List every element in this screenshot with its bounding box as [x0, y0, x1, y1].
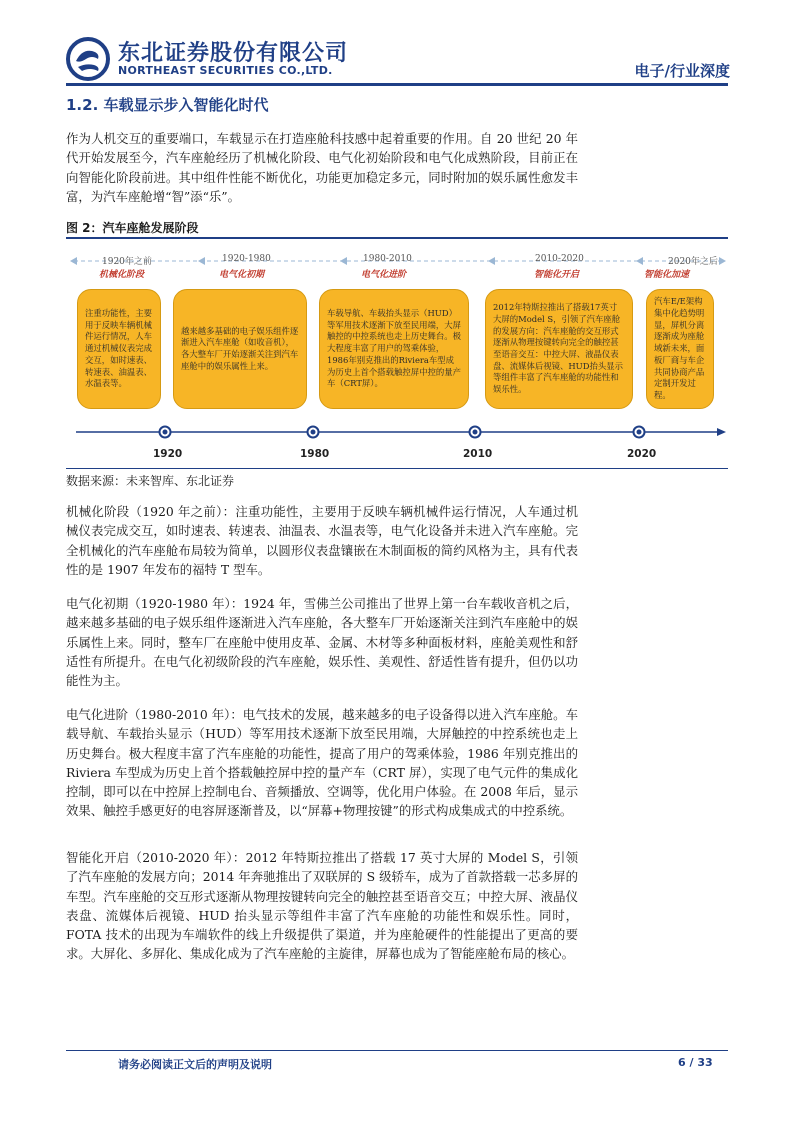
era-text-4: 2012年特斯拉推出了搭载17英寸大屏的Model S，引领了汽车座舱的发展方向：汽车座舱的交互形式逐渐从物理按键转向完全的触控甚至语音交互：中控大屏、液晶仪表盘、流媒体后视镜、HUD抬头显示等组件丰富了汽车座舱的功能性和娱乐性。	[493, 302, 623, 395]
page-number: 6 / 33	[678, 1056, 713, 1069]
header-divider	[66, 83, 728, 86]
body-paragraph-mechanical: 机械化阶段（1920 年之前）：注重功能性，主要用于反映车辆机械件运行情况，人车通过机械仪表完成交互，如时速表、转速表、油温表、水温表等，电气化设备并未进入汽车座舱。完全机械化的汽车座舱布局较为简单，以圆形仪表盘镶嵌在木制面板的简约风格为主，具有代表性的是 1907 年发布的福特 T 型车。	[66, 504, 578, 577]
era-date-5: 2020年之后	[668, 257, 718, 267]
era-date-1: 1920年之前	[102, 257, 152, 267]
year-label-1980: 1980	[300, 448, 330, 460]
report-category: 电子/行业深度	[634, 62, 730, 80]
era-date-4: 2010-2020	[535, 254, 584, 264]
figure-bottom-rule	[66, 468, 728, 469]
era-date-2: 1920-1980	[222, 254, 271, 264]
figure-title: 图 2：汽车座舱发展阶段	[66, 221, 199, 235]
figure-top-rule	[66, 237, 728, 239]
era-text-5: 汽车E/E架构集中化趋势明显，屏机分离逐渐成为座舱域新未来，面板厂商与车企共同协商产品定制开发过程。	[654, 296, 705, 400]
era-name-2: 电气化初期	[219, 270, 265, 280]
year-label-2020: 2020	[627, 448, 657, 460]
disclaimer-note: 请务必阅读正文后的声明及说明	[118, 1058, 272, 1071]
era-box-5	[646, 289, 714, 409]
company-logo-icon	[66, 37, 110, 81]
body-paragraph-intelligent: 智能化开启（2010-2020 年）：2012 年特斯拉推出了搭载 17 英寸大屏的 Model S，引领了汽车座舱的发展方向；2014 年奔驰推出了双联屏的 S 级轿车，成为了首款搭载一芯多屏的车型。汽车座舱的交互形式逐渐从物理按键转向完全的触控甚至语音交互；中控大屏、液晶仪表盘、流媒体后视镜、HUD 抬头显示等组件丰富了汽车座舱的功能性和娱乐性。同时，FOTA 技术的出现为车端软件的线上升级提供了渠道，并为座舱硬件的性能提出了更高的要求。大屏化、多屏化、集成化成为了汽车座舱的主旋律，屏幕也成为了智能座舱布局的核心。	[66, 850, 578, 962]
section-heading: 1.2. 车载显示步入智能化时代	[66, 96, 269, 114]
era-text-1: 注重功能性，主要用于反映车辆机械件运行情况，人车通过机械仪表完成交互，如时速表、转速表、油温表、水温表等。	[85, 308, 152, 389]
intro-paragraph: 作为人机交互的重要端口，车载显示在打造座舱科技感中起着重要的作用。自 20 世纪 20 年代开始发展至今，汽车座舱经历了机械化阶段、电气化初始阶段和电气化成熟阶段，目前正在向智能化阶段前进。其中组件性能不断优化，功能更加稳定多元，同时附加的娱乐属性愈发丰富，为汽车座舱增“智”添“乐”。	[66, 131, 578, 204]
era-box-4	[485, 289, 633, 409]
year-label-2010: 2010	[463, 448, 493, 460]
era-name-4: 智能化开启	[534, 270, 580, 280]
era-date-3: 1980-2010	[363, 254, 412, 264]
era-box-1	[77, 289, 161, 409]
year-axis	[70, 422, 726, 442]
era-name-1: 机械化阶段	[99, 270, 145, 280]
era-name-5: 智能化加速	[644, 270, 690, 280]
year-label-1920: 1920	[153, 448, 183, 460]
era-text-3: 车载导航、车载抬头显示（HUD）等军用技术逐渐下放至民用端，大屏触控的中控系统也走上历史舞台。极大程度丰富了用户的驾乘体验，1986年别克推出的Riviera车型成为历史上首个搭载触控屏中控的量产车（CRT屏）。	[327, 308, 461, 389]
body-paragraph-advanced-electrification: 电气化进阶（1980-2010 年）：电气技术的发展，越来越多的电子设备得以进入汽车座舱。车载导航、车载抬头显示（HUD）等军用技术逐渐下放至民用端，大屏触控的中控系统也走上历史舞台。极大程度丰富了汽车座舱的功能性，提高了用户的驾乘体验，1986 年别克推出的 Riviera 车型成为历史上首个搭载触控屏中控的量产车（CRT 屏），实现了电气元件的集成化控制，即可以在中控屏上控制电台、音频播放、空调等，优化用户体验。在 2008 年后，显示效果、触控手感更好的电容屏逐渐普及，以“屏幕+物理按键”的形式构成集成式的中控系统。	[66, 707, 578, 819]
footer-divider	[66, 1050, 728, 1051]
company-name-cn: 东北证券股份有限公司	[118, 41, 349, 66]
era-box-2	[173, 289, 307, 409]
era-name-3: 电气化进阶	[361, 270, 407, 280]
company-name-en: NORTHEAST SECURITIES CO.,LTD.	[118, 64, 333, 77]
era-text-2: 越来越多基础的电子娱乐组件逐渐进入汽车座舱（如收音机），各大整车厂开始逐渐关注到汽车座舱中的娱乐属性上来。	[181, 325, 299, 371]
body-paragraph-early-electrification: 电气化初期（1920-1980 年）：1924 年，雪佛兰公司推出了世界上第一台车载收音机之后，越来越多基础的电子娱乐组件逐渐进入汽车座舱，各大整车厂开始逐渐关注到汽车座舱中的娱乐属性上来。同时，整车厂在座舱中使用皮革、金属、木材等多种面板材料，座舱美观性和舒适性有所提升。在电气化初级阶段的汽车座舱，娱乐性、美观性、舒适性皆有提升，但仍以功能性为主。	[66, 596, 578, 689]
figure-source: 数据来源：未来智库、东北证券	[66, 474, 235, 488]
era-box-3	[319, 289, 469, 409]
